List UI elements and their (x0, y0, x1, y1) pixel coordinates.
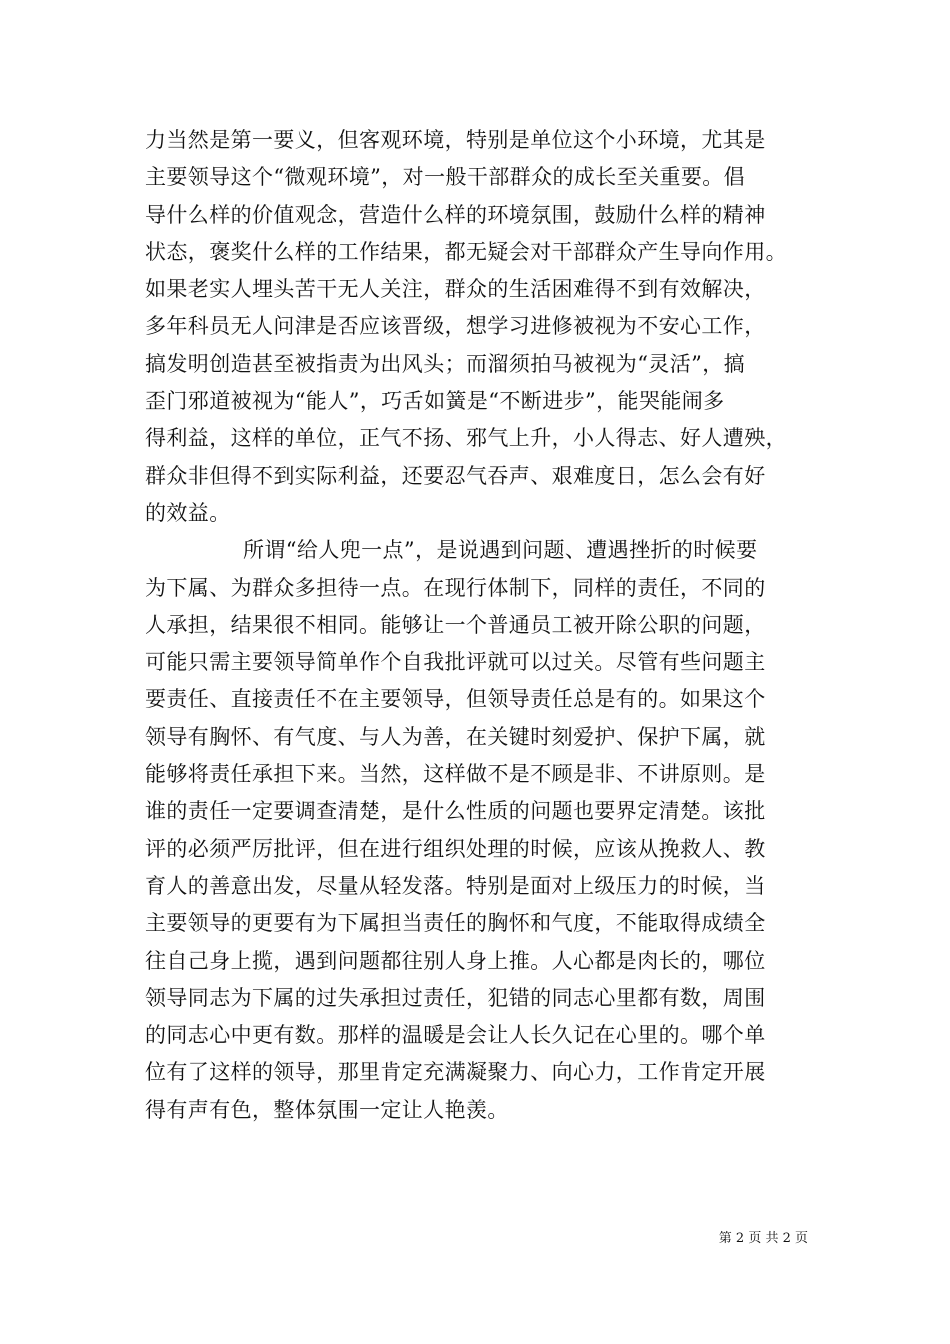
text-line: 能够将责任承担下来。当然，这样做不是不顾是非、不讲原则。是 (145, 762, 766, 787)
text-line: 领导有胸怀、有气度、与人为善，在关键时刻爱护、保护下属，就 (145, 724, 766, 749)
text-line: 的同志心中更有数。那样的温暖是会让人长久记在心里的。哪个单 (145, 1023, 766, 1048)
text-line: 导什么样的价值观念，营造什么样的环境氛围，鼓励什么样的精神 (145, 202, 766, 227)
text-line: 要责任、直接责任不在主要领导，但领导责任总是有的。如果这个 (145, 687, 766, 712)
text-line: 往自己身上揽，遇到问题都往别人身上推。人心都是肉长的，哪位 (145, 948, 766, 973)
text-line: 为下属、为群众多担待一点。在现行体制下，同样的责任，不同的 (145, 575, 766, 600)
text-line: 可能只需主要领导简单作个自我批评就可以过关。尽管有些问题主 (145, 650, 766, 675)
text-line: 人承担，结果很不相同。能够让一个普通员工被开除公职的问题， (145, 612, 766, 637)
text-line: 育人的善意出发，尽量从轻发落。特别是面对上级压力的时候，当 (145, 873, 766, 898)
paragraph-first-line: 所谓“给人兜一点”，是说遇到问题、遭遇挫折的时候要 (243, 538, 758, 563)
text-line: 领导同志为下属的过失承担过责任，犯错的同志心里都有数，周围 (145, 985, 766, 1010)
text-line: 得有声有色，整体氛围一定让人艳羡。 (145, 1097, 509, 1122)
text-line: 位有了这样的领导，那里肯定充满凝聚力、向心力，工作肯定开展 (145, 1060, 766, 1085)
text-line: 的效益。 (145, 500, 231, 525)
text-line: 歪门邪道被视为“能人”，巧舌如簧是“不断进步”，能哭能闹多 (145, 389, 725, 414)
text-line: 力当然是第一要义，但客观环境，特别是单位这个小环境，尤其是 (145, 128, 766, 152)
text-line: 主要领导的更要有为下属担当责任的胸怀和气度，不能取得成绩全 (145, 911, 766, 936)
text-line: 群众非但得不到实际利益，还要忍气吞声、艰难度日，怎么会有好 (145, 463, 766, 488)
text-line: 谁的责任一定要调查清楚，是什么性质的问题也要界定清楚。该批 (145, 799, 766, 824)
text-line: 多年科员无人问津是否应该晋级，想学习进修被视为不安心工作， (145, 314, 766, 339)
text-line: 状态，褒奖什么样的工作结果，都无疑会对干部群众产生导向作用。 (145, 239, 787, 264)
text-line: 主要领导这个“微观环境”，对一般干部群众的成长至关重要。倡 (145, 165, 746, 190)
page-number-footer: 第 2 页 共 2 页 (718, 1231, 808, 1246)
text-line: 搞发明创造甚至被指责为出风头；而溜须拍马被视为“灵活”，搞 (145, 351, 746, 376)
body-text (145, 122, 835, 1129)
text-line: 如果老实人埋头苦干无人关注，群众的生活困难得不到有效解决， (145, 277, 766, 302)
text-line: 得利益，这样的单位，正气不扬、邪气上升，小人得志、好人遭殃， (145, 426, 787, 451)
text-line: 评的必须严厉批评，但在进行组织处理的时候，应该从挽救人、教 (145, 836, 766, 861)
